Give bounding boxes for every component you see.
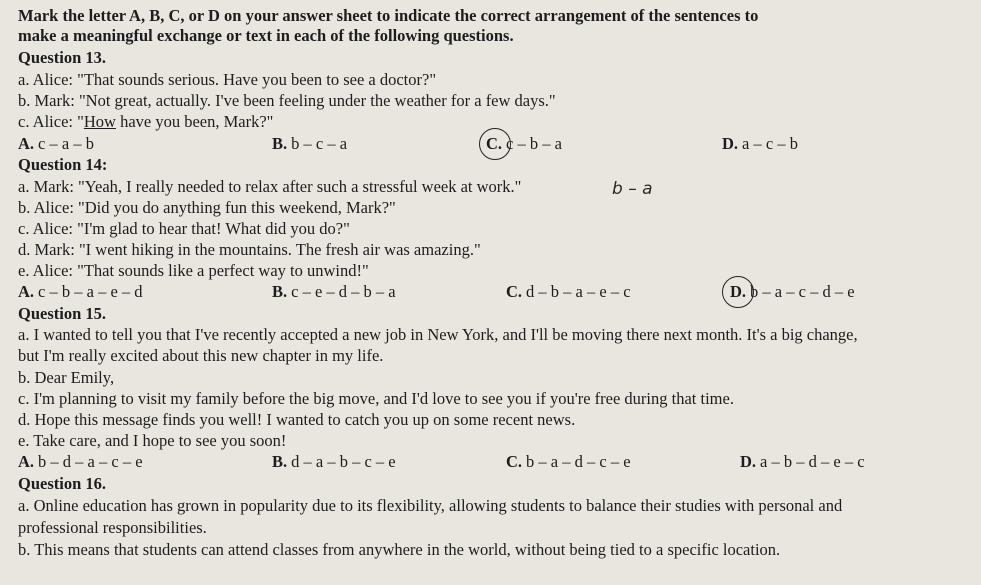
- instruction-line-1: Mark the letter A, B, C, or D on your answer sheet to indicate the correct arrangement of the sentences to: [18, 6, 759, 25]
- q16-sentence-a-line-2: professional responsibilities.: [18, 518, 207, 537]
- q13-c-underlined: How: [83, 112, 116, 131]
- q15-sentence-d: d. Hope this message finds you well! I wanted to catch you up on some recent news.: [18, 410, 576, 429]
- q15-option-a[interactable]: [18, 452, 143, 472]
- option-letter: D.: [740, 452, 757, 471]
- q13-sentence-a: a. Alice: "That sounds serious. Have you been to see a doctor?": [18, 70, 437, 89]
- option-text: b – c – a: [291, 134, 348, 153]
- question-13-title: Question 13.: [18, 48, 107, 67]
- q15-option-c[interactable]: [506, 452, 631, 472]
- option-letter: D.: [722, 134, 739, 153]
- option-text: b – a – d – c – e: [526, 452, 631, 471]
- option-text: d – b – a – e – c: [526, 282, 631, 301]
- question-16-title: Question 16.: [18, 474, 107, 493]
- q15-sentence-e: e. Take care, and I hope to see you soon!: [18, 431, 287, 450]
- q14-option-c[interactable]: [506, 282, 631, 302]
- option-letter: C.: [506, 452, 523, 471]
- q13-option-a[interactable]: [18, 134, 94, 154]
- q14-sentence-a: a. Mark: "Yeah, I really needed to relax after such a stressful week at work.": [18, 177, 522, 196]
- q14-sentence-c: c. Alice: "I'm glad to hear that! What did you do?": [18, 219, 350, 238]
- q14-option-a[interactable]: [18, 282, 143, 302]
- option-letter: B.: [272, 134, 288, 153]
- option-letter: A.: [18, 134, 35, 153]
- option-letter: D.: [730, 282, 747, 301]
- option-text: a – c – b: [742, 134, 798, 153]
- question-15-title: Question 15.: [18, 304, 107, 323]
- option-text: c – b – a: [506, 134, 562, 153]
- question-14-title: Question 14:: [18, 155, 108, 174]
- q15-option-b[interactable]: [272, 452, 396, 472]
- option-letter: A.: [18, 452, 35, 471]
- q16-sentence-a-line-1: a. Online education has grown in popularity due to its flexibility, allowing students to balance their studies with personal and: [18, 496, 843, 515]
- option-letter: C.: [506, 282, 523, 301]
- q15-sentence-a-line-2: but I'm really excited about this new chapter in my life.: [18, 346, 384, 365]
- q15-option-d[interactable]: [740, 452, 865, 472]
- option-letter: C.: [486, 134, 503, 153]
- handwritten-note: b – a: [612, 179, 653, 199]
- q14-option-d[interactable]: [730, 282, 855, 302]
- option-letter: B.: [272, 282, 288, 301]
- q15-sentence-a-line-1: a. I wanted to tell you that I've recently accepted a new job in New York, and I'll be moving there next month. It's a big change,: [18, 325, 858, 344]
- q13-option-b[interactable]: [272, 134, 347, 154]
- q13-sentence-b: b. Mark: "Not great, actually. I've been feeling under the weather for a few days.": [18, 91, 556, 110]
- option-text: b – d – a – c – e: [38, 452, 143, 471]
- option-letter: A.: [18, 282, 35, 301]
- q13-option-d[interactable]: [722, 134, 798, 154]
- q14-option-b[interactable]: [272, 282, 396, 302]
- q16-sentence-b: b. This means that students can attend classes from anywhere in the world, without being tied to a specific location.: [18, 540, 781, 559]
- option-text: d – a – b – c – e: [291, 452, 396, 471]
- option-letter: B.: [272, 452, 288, 471]
- option-text: c – e – d – b – a: [291, 282, 396, 301]
- q13-c-suffix: have you been, Mark?": [115, 112, 274, 131]
- option-text: a – b – d – e – c: [760, 452, 865, 471]
- option-text: c – a – b: [38, 134, 94, 153]
- q14-sentence-e: e. Alice: "That sounds like a perfect way to unwind!": [18, 261, 369, 280]
- q13-c-prefix: c. Alice: ": [18, 112, 84, 131]
- q14-sentence-b: b. Alice: "Did you do anything fun this weekend, Mark?": [18, 198, 396, 217]
- option-text: c – b – a – e – d: [38, 282, 143, 301]
- option-text: b – a – c – d – e: [750, 282, 855, 301]
- q15-sentence-b: b. Dear Emily,: [18, 368, 115, 387]
- instruction-line-2: make a meaningful exchange or text in each of the following questions.: [18, 26, 514, 45]
- q15-sentence-c: c. I'm planning to visit my family before the big move, and I'd love to see you if you're free during that time.: [18, 389, 734, 408]
- q13-sentence-c: [18, 112, 273, 132]
- q14-sentence-d: d. Mark: "I went hiking in the mountains. The fresh air was amazing.": [18, 240, 481, 259]
- q13-option-c[interactable]: [486, 134, 562, 154]
